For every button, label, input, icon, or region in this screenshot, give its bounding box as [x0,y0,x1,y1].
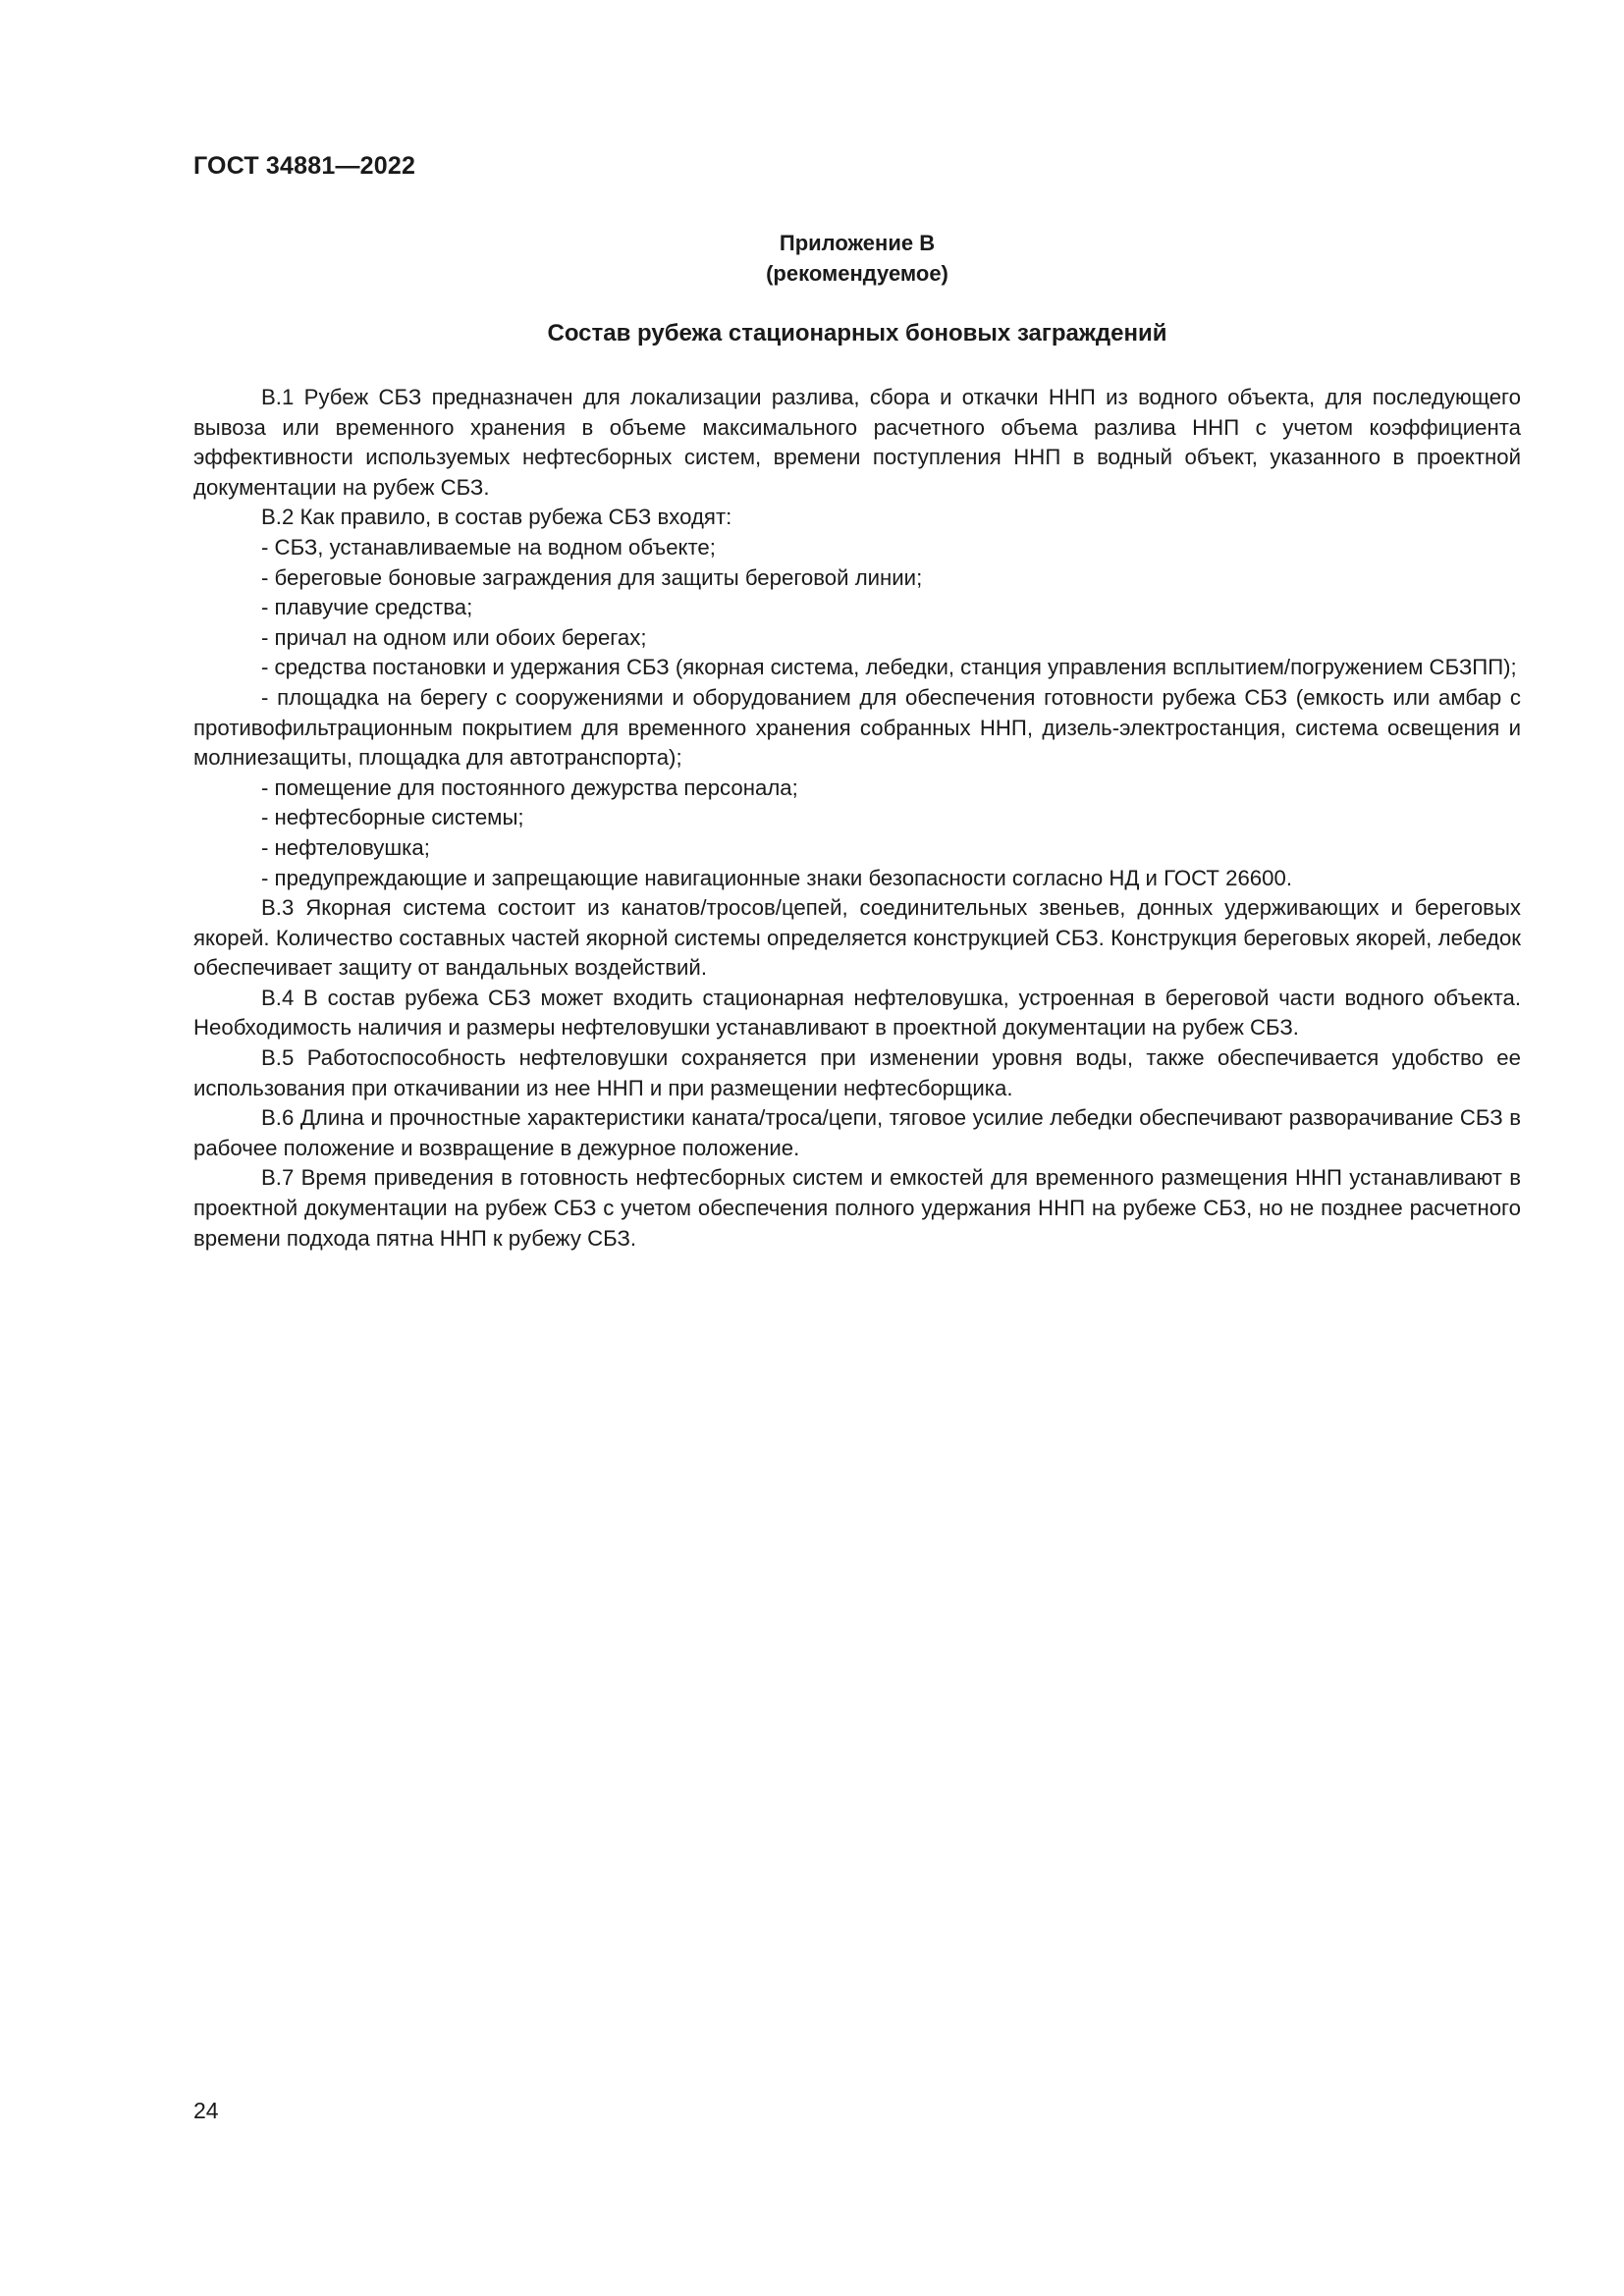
paragraph-b1: В.1 Рубеж СБЗ предназначен для локализации разлива, сбора и откачки ННП из водного объекта, для последующего вывоза или временного хранения в объеме максимального расчетного объема разлива ННП с учетом коэффициента эффективности используемых нефтесборных систем, времени поступления ННП в водный объект, указанного в проектной документации на рубеж СБЗ. [193,385,1521,500]
paragraph-b6: В.6 Длина и прочностные характеристики каната/троса/цепи, тяговое усилие лебедки обеспечивают разворачивание СБЗ в рабочее положение и возвращение в дежурное положение. [193,1105,1521,1160]
list-item: - нефтесборные системы; [261,805,524,830]
list-item: - береговые боновые заграждения для защиты береговой линии; [261,564,923,590]
list-item: - СБЗ, устанавливаемые на водном объекте; [261,534,716,560]
body-text [193,383,1521,1254]
list-item: - средства постановки и удержания СБЗ (якорная система, лебедки, станция управления всплытием/погружением СБЗПП); [261,655,1517,680]
list-item: - причал на одном или обоих берегах; [261,624,647,650]
paragraph-b3: В.3 Якорная система состоит из канатов/тросов/цепей, соединительных звеньев, донных удерживающих и береговых якорей. Количество составных частей якорной системы определяется конструкцией СБЗ. Конструкция береговых якорей, лебедок обеспечивает защиту от вандальных воздействий. [193,895,1521,981]
paragraph-b2: В.2 Как правило, в состав рубежа СБЗ входят: [261,505,732,530]
paragraph-b7: В.7 Время приведения в готовность нефтесборных систем и емкостей для временного размещения ННП устанавливают в проектной документации на рубеж СБЗ с учетом обеспечения полного удержания ННП на рубеже СБЗ, но не позднее расчетного времени подхода пятна ННП к рубежу СБЗ. [193,1165,1521,1251]
annex-title: Приложение В [779,231,936,255]
page-number: 24 [193,2098,219,2123]
list-item: - плавучие средства; [261,595,473,620]
list-item: - предупреждающие и запрещающие навигационные знаки безопасности согласно НД и ГОСТ 26600. [261,865,1292,890]
annex-status: (рекомендуемое) [766,261,948,286]
section-title: Состав рубежа стационарных боновых заграждений [547,320,1167,347]
standard-code: ГОСТ 34881—2022 [193,152,416,180]
list-item: - помещение для постоянного дежурства персонала; [261,774,798,800]
list-item: - площадка на берегу с сооружениями и оборудованием для обеспечения готовности рубежа СБЗ (емкость или амбар с противофильтрационным покрытием для временного хранения собранных ННП, дизель-электростанция, система освещения и молниезащиты, площадка для автотранспорта); [193,684,1521,771]
annex-heading [193,228,1521,289]
paragraph-b4: В.4 В состав рубежа СБЗ может входить стационарная нефтеловушка, устроенная в береговой части водного объекта. Необходимость наличия и размеры нефтеловушки устанавливают в проектной документации на рубеж СБЗ. [193,985,1521,1041]
paragraph-b5: В.5 Работоспособность нефтеловушки сохраняется при изменении уровня воды, также обеспечивается удобство ее использования при откачивании из нее ННП и при размещении нефтесборщика. [193,1045,1521,1100]
list-item: - нефтеловушка; [261,834,430,860]
